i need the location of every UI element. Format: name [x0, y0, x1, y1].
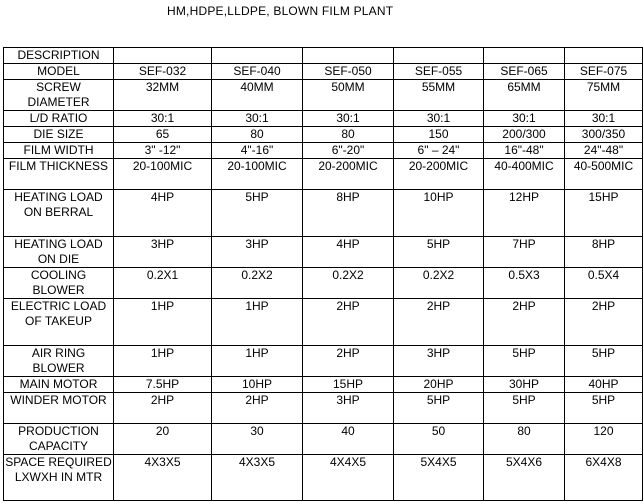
table-row [4, 159, 643, 190]
table-cell: 30:1 [114, 111, 212, 127]
table-row [4, 268, 643, 299]
table-cell: 20-200MIC [394, 159, 484, 190]
table-row [4, 190, 643, 237]
table-cell [394, 48, 484, 64]
table-cell: 0.2X2 [394, 268, 484, 299]
table-cell: 50MM [303, 80, 394, 111]
table-cell: 200/300 [484, 127, 565, 143]
table-cell: 7HP [484, 237, 565, 268]
table-cell: SEF-032 [114, 64, 212, 80]
table-cell: 5HP [484, 346, 565, 377]
row-label: MODEL [4, 64, 114, 80]
table-cell: SEF-075 [565, 64, 643, 80]
table-cell: 5HP [484, 393, 565, 424]
row-label: FILM WIDTH [4, 143, 114, 159]
table-cell [565, 48, 643, 64]
table-cell: 5HP [565, 346, 643, 377]
table-row [4, 346, 643, 377]
table-cell: 1HP [212, 346, 303, 377]
table-cell: 3HP [114, 237, 212, 268]
table-cell: 4HP [303, 237, 394, 268]
table-row [4, 393, 643, 424]
table-cell: 40-500MIC [565, 159, 643, 190]
row-label: PRODUCTION CAPACITY [4, 424, 114, 455]
table-cell: 50 [394, 424, 484, 455]
row-label: L/D RATIO [4, 111, 114, 127]
row-label: AIR RING BLOWER [4, 346, 114, 377]
table-cell: 8HP [565, 237, 643, 268]
row-label: FILM THICKNESS [4, 159, 114, 190]
table-cell: 10HP [394, 190, 484, 237]
table-cell: 40-400MIC [484, 159, 565, 190]
table-cell: 32MM [114, 80, 212, 111]
table-row [4, 377, 643, 393]
table-cell: 6X4X8 [565, 455, 643, 501]
table-cell: 80 [212, 127, 303, 143]
row-label: ELECTRIC LOAD OF TAKEUP [4, 299, 114, 346]
table-cell: 3HP [212, 237, 303, 268]
table-cell: 5HP [394, 393, 484, 424]
table-cell [303, 48, 394, 64]
table-cell: 2HP [565, 299, 643, 346]
spec-table [3, 47, 643, 501]
table-cell: SEF-065 [484, 64, 565, 80]
table-cell: 12HP [484, 190, 565, 237]
table-cell: 4X3X5 [212, 455, 303, 501]
table-cell: 30:1 [394, 111, 484, 127]
table-cell: 1HP [212, 299, 303, 346]
table-cell: 4HP [114, 190, 212, 237]
table-cell: 150 [394, 127, 484, 143]
table-cell: 30HP [484, 377, 565, 393]
table-cell: 55MM [394, 80, 484, 111]
table-cell: 15HP [303, 377, 394, 393]
row-label: COOLING BLOWER [4, 268, 114, 299]
table-cell: 30 [212, 424, 303, 455]
table-cell [114, 48, 212, 64]
table-cell: 6" – 24" [394, 143, 484, 159]
table-cell: 2HP [303, 346, 394, 377]
row-label: SPACE REQUIRED LXWXH IN MTR [4, 455, 114, 501]
table-cell: 4"-16" [212, 143, 303, 159]
table-cell: 40MM [212, 80, 303, 111]
table-cell: 8HP [303, 190, 394, 237]
table-cell: 0.2X2 [303, 268, 394, 299]
table-cell: 30:1 [303, 111, 394, 127]
table-cell: SEF-040 [212, 64, 303, 80]
table-cell: 20 [114, 424, 212, 455]
page-title: HM,HDPE,LLDPE, BLOWN FILM PLANT [167, 4, 394, 18]
table-cell: 20-100MIC [114, 159, 212, 190]
table-cell: 30:1 [212, 111, 303, 127]
table-cell: 24"-48" [565, 143, 643, 159]
table-cell: 2HP [114, 393, 212, 424]
table-cell: 2HP [394, 299, 484, 346]
table-row [4, 64, 643, 80]
table-cell: 40 [303, 424, 394, 455]
table-cell: 2HP [303, 299, 394, 346]
table-cell: 30:1 [484, 111, 565, 127]
table-cell: 120 [565, 424, 643, 455]
table-cell: 5X4X6 [484, 455, 565, 501]
table-row [4, 143, 643, 159]
table-cell: 75MM [565, 80, 643, 111]
row-label: SCREW DIAMETER [4, 80, 114, 111]
table-cell: 4X4X5 [303, 455, 394, 501]
table-cell: 20HP [394, 377, 484, 393]
table-cell: 3HP [303, 393, 394, 424]
table-cell: 80 [303, 127, 394, 143]
table-cell [484, 48, 565, 64]
table-cell: SEF-055 [394, 64, 484, 80]
table-cell: 2HP [212, 393, 303, 424]
row-label: HEATING LOAD ON BERRAL [4, 190, 114, 237]
table-cell: 65MM [484, 80, 565, 111]
table-cell: 20-200MIC [303, 159, 394, 190]
table-row [4, 455, 643, 501]
table-cell: 300/350 [565, 127, 643, 143]
table-header-row [4, 48, 643, 64]
table-cell: 5HP [212, 190, 303, 237]
table-cell: 1HP [114, 346, 212, 377]
table-cell: 4X3X5 [114, 455, 212, 501]
table-cell: SEF-050 [303, 64, 394, 80]
table-cell: 0.5X4 [565, 268, 643, 299]
table-cell: 80 [484, 424, 565, 455]
row-label: HEATING LOAD ON DIE [4, 237, 114, 268]
table-cell: 30:1 [565, 111, 643, 127]
table-cell: 15HP [565, 190, 643, 237]
table-cell: 16"-48" [484, 143, 565, 159]
table-cell: 20-100MIC [212, 159, 303, 190]
table-cell: 3HP [394, 346, 484, 377]
row-label: DESCRIPTION [4, 48, 114, 64]
table-cell: 5HP [394, 237, 484, 268]
table-cell: 40HP [565, 377, 643, 393]
table-cell: 5HP [565, 393, 643, 424]
table-cell: 10HP [212, 377, 303, 393]
table-cell [212, 48, 303, 64]
table-cell: 1HP [114, 299, 212, 346]
table-row [4, 237, 643, 268]
row-label: DIE SIZE [4, 127, 114, 143]
table-cell: 65 [114, 127, 212, 143]
table-cell: 0.2X1 [114, 268, 212, 299]
row-label: WINDER MOTOR [4, 393, 114, 424]
table-cell: 6"-20" [303, 143, 394, 159]
table-cell: 5X4X5 [394, 455, 484, 501]
table-row [4, 127, 643, 143]
table-row [4, 80, 643, 111]
table-cell: 3" -12" [114, 143, 212, 159]
table-cell: 7.5HP [114, 377, 212, 393]
table-cell: 2HP [484, 299, 565, 346]
row-label: MAIN MOTOR [4, 377, 114, 393]
table-row [4, 424, 643, 455]
table-row [4, 299, 643, 346]
table-row [4, 111, 643, 127]
table-cell: 0.2X2 [212, 268, 303, 299]
table-cell: 0.5X3 [484, 268, 565, 299]
